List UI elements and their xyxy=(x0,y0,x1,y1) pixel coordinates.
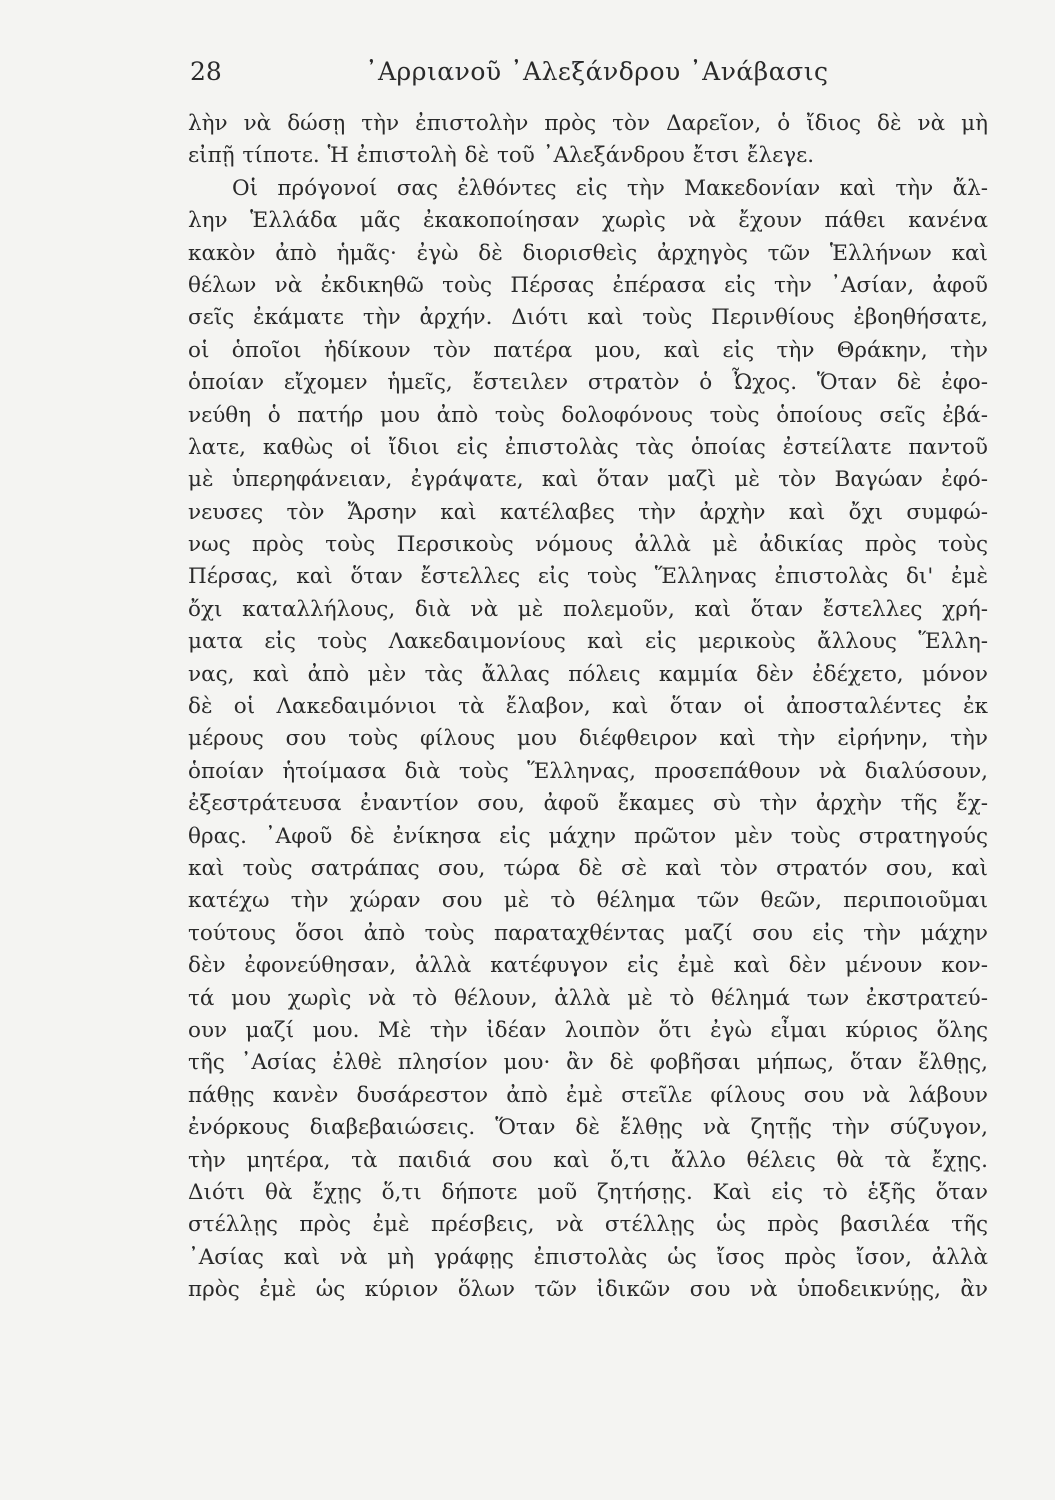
text-line: δὲ οἱ Λακεδαιμόνιοι τὰ ἔλαβον, καὶ ὅταν οἱ ἀποσταλέντες ἐκ xyxy=(188,694,988,720)
text-line: τῆς ᾿Ασίας ἐλθὲ πλησίον μου· ἂν δὲ φοβῆσαι μήπως, ὅταν ἔλθῃς, xyxy=(188,1050,988,1076)
text-line: Διότι θὰ ἔχῃς ὅ,τι δήποτε μοῦ ζητήσῃς. Καὶ εἰς τὸ ἑξῆς ὅταν xyxy=(188,1179,988,1205)
text-line: Πέρσας, καὶ ὅταν ἔστελλες εἰς τοὺς Ἕλληνας ἐπιστολὰς δι' ἐμὲ xyxy=(188,564,988,590)
text-line: ὁποίαν ἡτοίμασα διὰ τοὺς Ἕλληνας, προσεπάθουν νὰ διαλύσουν, xyxy=(188,758,988,784)
text-line: θέλων νὰ ἐκδικηθῶ τοὺς Πέρσας ἐπέρασα εἰς τὴν ᾿Ασίαν, ἀφοῦ xyxy=(188,272,988,298)
text-line: λην Ἑλλάδα μᾶς ἐκακοποίησαν χωρὶς νὰ ἔχουν πάθει κανένα xyxy=(188,208,988,234)
text-line: κατέχω τὴν χώραν σου μὲ τὸ θέλημα τῶν θεῶν, περιποιοῦμαι xyxy=(188,888,988,914)
text-line: εἰπῇ τίποτε. Ἡ ἐπιστολὴ δὲ τοῦ ᾿Αλεξάνδρου ἔτσι ἔλεγε. xyxy=(188,143,815,169)
page-header xyxy=(190,52,850,92)
text-line: λὴν νὰ δώσῃ τὴν ἐπιστολὴν πρὸς τὸν Δαρεῖον, ὁ ἴδιος δὲ νὰ μὴ xyxy=(188,111,988,136)
text-line: δὲν ἐφονεύθησαν, ἀλλὰ κατέφυγον εἰς ἐμὲ καὶ δὲν μένουν κον- xyxy=(188,953,988,979)
text-line: Οἱ πρόγονοί σας ἐλθόντες εἰς τὴν Μακεδονίαν καὶ τὴν ἄλ- xyxy=(232,175,988,201)
text-line: ουν μαζί μου. Μὲ τὴν ἰδέαν λοιπὸν ὅτι ἐγὼ εἶμαι κύριος ὅλης xyxy=(188,1017,988,1043)
text-line: τὴν μητέρα, τὰ παιδιά σου καὶ ὅ,τι ἄλλο θέλεις θὰ τὰ ἔχῃς. xyxy=(188,1147,988,1173)
text-line: ματα εἰς τοὺς Λακεδαιμονίους καὶ εἰς μερικοὺς ἄλλους Ἕλλη- xyxy=(188,629,988,655)
text-line: τούτους ὅσοι ἀπὸ τοὺς παραταχθέντας μαζί σου εἰς τὴν μάχην xyxy=(188,920,988,946)
page-number: 28 xyxy=(190,57,222,86)
text-line: λατε, καθὼς οἱ ἴδιοι εἰς ἐπιστολὰς τὰς ὁποίας ἐστείλατε παντοῦ xyxy=(188,434,988,460)
text-line: πάθῃς κανὲν δυσάρεστον ἀπὸ ἐμὲ στεῖλε φίλους σου νὰ λάβουν xyxy=(188,1082,988,1108)
text-line: μέρους σου τοὺς φίλους μου διέφθειρον καὶ τὴν εἰρήνην, τὴν xyxy=(188,726,988,752)
text-line: μὲ ὑπερηφάνειαν, ἐγράψατε, καὶ ὅταν μαζὶ μὲ τὸν Βαγώαν ἐφό- xyxy=(188,467,988,493)
text-line: νως πρὸς τοὺς Περσικοὺς νόμους ἀλλὰ μὲ ἀδικίας πρὸς τοὺς xyxy=(188,532,988,558)
text-line: κακὸν ἀπὸ ἡμᾶς· ἐγὼ δὲ διορισθεὶς ἀρχηγὸς τῶν Ἑλλήνων καὶ xyxy=(188,240,988,266)
text-line: πρὸς ἐμὲ ὡς κύριον ὅλων τῶν ἰδικῶν σου νὰ ὑποδεικνύῃς, ἂν xyxy=(188,1277,988,1303)
running-title: ᾿Αρριανοῦ ᾿Αλεξάνδρου ᾿Ανάβασις xyxy=(365,57,829,86)
text-line: σεῖς ἐκάματε τὴν ἀρχήν. Διότι καὶ τοὺς Περινθίους ἐβοηθήσατε, xyxy=(188,305,988,331)
text-line: ὄχι καταλλήλους, διὰ νὰ μὲ πολεμοῦν, καὶ ὅταν ἔστελλες χρή- xyxy=(188,596,988,622)
text-line: νεύθη ὁ πατήρ μου ἀπὸ τοὺς δολοφόνους τοὺς ὁποίους σεῖς ἐβά- xyxy=(188,402,988,428)
text-line: ᾿Ασίας καὶ νὰ μὴ γράφῃς ἐπιστολὰς ὡς ἴσος πρὸς ἴσον, ἀλλὰ xyxy=(188,1244,988,1270)
text-line: ὁποίαν εἴχομεν ἡμεῖς, ἔστειλεν στρατὸν ὁ Ὦχος. Ὅταν δὲ ἐφο- xyxy=(188,370,988,396)
text-line: ἐνόρκους διαβεβαιώσεις. Ὅταν δὲ ἔλθῃς νὰ ζητῇς τὴν σύζυγον, xyxy=(188,1115,988,1141)
text-line: ἐξεστράτευσα ἐναντίον σου, ἀφοῦ ἔκαμες σὺ τὴν ἀρχὴν τῆς ἔχ- xyxy=(188,791,988,817)
text-line: καὶ τοὺς σατράπας σου, τώρα δὲ σὲ καὶ τὸν στρατόν σου, καὶ xyxy=(188,855,988,881)
text-line: νας, καὶ ἀπὸ μὲν τὰς ἄλλας πόλεις καμμία δὲν ἐδέχετο, μόνον xyxy=(188,661,988,687)
body-text xyxy=(188,108,988,1306)
text-line: θρας. ᾿Αφοῦ δὲ ἐνίκησα εἰς μάχην πρῶτον μὲν τοὺς στρατηγούς xyxy=(188,823,988,849)
text-line: τά μου χωρὶς νὰ τὸ θέλουν, ἀλλὰ μὲ τὸ θέλημά των ἐκστρατεύ- xyxy=(188,985,988,1011)
text-line: νευσες τὸν Ἄρσην καὶ κατέλαβες τὴν ἀρχὴν καὶ ὄχι συμφώ- xyxy=(188,499,988,525)
text-line: οἱ ὁποῖοι ἠδίκουν τὸν πατέρα μου, καὶ εἰς τὴν Θράκην, τὴν xyxy=(188,337,988,363)
text-line: στέλλῃς πρὸς ἐμὲ πρέσβεις, νὰ στέλλῃς ὡς πρὸς βασιλέα τῆς xyxy=(188,1212,988,1238)
